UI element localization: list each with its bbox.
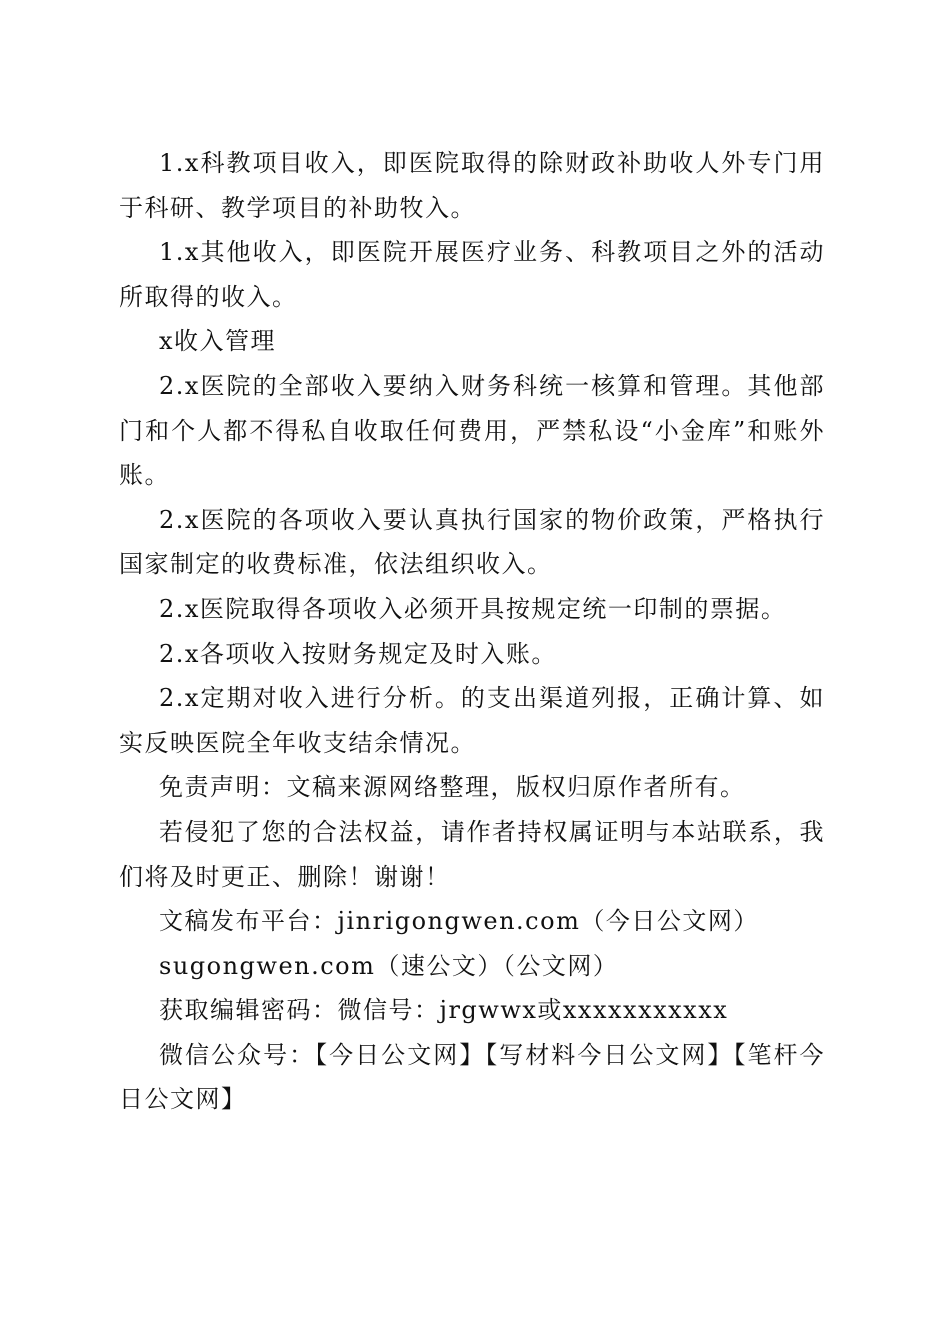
paragraph-income-analysis: 2.x定期对收入进行分析。的支出渠道列报，正确计算、如实反映医院全年收支结余情况。 [119, 684, 825, 757]
paragraph-edit-password: 获取编辑密码：微信号：jrgwwx或xxxxxxxxxxx [159, 996, 729, 1025]
paragraph-receipts: 2.x医院取得各项收入必须开具按规定统一印制的票据。 [159, 594, 787, 623]
paragraph-timely-entry: 2.x各项收入按财务规定及时入账。 [159, 639, 557, 668]
paragraph-secondary-site: sugongwen.com（速公文）（公文网） [159, 951, 619, 980]
document-body [119, 141, 825, 1122]
paragraph-infringement-notice: 若侵犯了您的合法权益，请作者持权属证明与本站联系，我们将及时更正、删除！谢谢！ [119, 817, 825, 891]
paragraph-unified-accounting: 2.x医院的全部收入要纳入财务科统一核算和管理。其他部门和个人都不得私自收取任何费用，严禁私设“小金库”和账外账。 [119, 371, 825, 490]
paragraph-publish-platform: 文稿发布平台：jinrigongwen.com（今日公文网） [159, 907, 759, 936]
paragraph-pricing-policy: 2.x医院的各项收入要认真执行国家的物价政策，严格执行国家制定的收费标准，依法组织收入。 [119, 505, 825, 579]
paragraph-wechat-accounts: 微信公众号：【今日公文网】【写材料今日公文网】【笔杆今日公文网】 [119, 1040, 825, 1114]
section-heading-income-management: x收入管理 [159, 327, 277, 356]
paragraph-disclaimer: 免责声明：文稿来源网络整理，版权归原作者所有。 [159, 773, 746, 802]
paragraph-research-income: 1.x科教项目收入，即医院取得的除财政补助收人外专门用于科研、教学项目的补助牧入。 [119, 149, 825, 222]
paragraph-other-income: 1.x其他收入，即医院开展医疗业务、科教项目之外的活动所取得的收入。 [119, 238, 825, 311]
